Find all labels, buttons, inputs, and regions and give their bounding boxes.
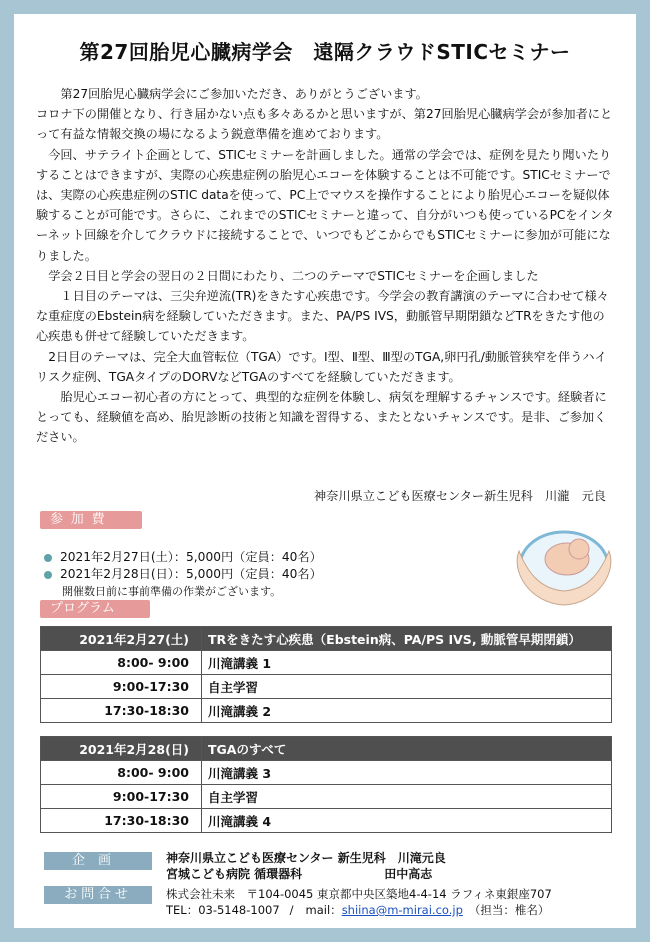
- program-label: プログラム: [40, 600, 150, 618]
- fee-note: 開催数日前に事前準備の作業がございます。: [62, 585, 282, 598]
- signature: 神奈川県立こども医療センター新生児科 川瀧 元良: [313, 489, 606, 503]
- table-row: 8:00- 9:00 川滝講義 3: [41, 761, 612, 785]
- table-header-row: [41, 737, 612, 761]
- planning-label: 企画: [44, 852, 152, 870]
- table-header-row: [41, 627, 612, 651]
- fee-label: 参加費: [40, 511, 142, 529]
- program-date: 2021年2月27(土): [41, 627, 202, 651]
- paragraph: 第27回胎児心臓病学会にご参加いただき、ありがとうございます。: [60, 87, 428, 101]
- table-row: 9:00-17:30 自主学習: [41, 675, 612, 699]
- paragraph: １日目のテーマは、三尖弁逆流(TR)をきたす心疾患です。今学会の教育講演のテーマに合わせて様々な重症度のEbstein病を経験していただきます。また、PA/PS IVS，動脈管早期閉鎖などTRをきたす他の心疾患も併せて経験していただきます。: [36, 289, 609, 344]
- program-theme: TRをきたす心疾患（Ebstein病、PA/PS IVS, 動脈管早期閉鎖）: [202, 627, 612, 651]
- intro-text: [36, 84, 616, 448]
- inquiry-info: 株式会社未来 〒104-0045 東京都中央区築地4-4-14 ラフィネ東銀座707 TEL：03-5148-1007 / mail：shiina@m-mirai.co.jp （担当：椎名）: [166, 887, 552, 917]
- paragraph: コロナ下の開催となり、行き届かない点も多々あるかと思いますが、第27回胎児心臓病学会が参加者にとって有益な情報交換の場になるよう鋭意準備を進めております。: [36, 107, 613, 142]
- email-link[interactable]: shiina@m-mirai.co.jp: [341, 903, 463, 917]
- fee-item: 2021年2月27日(土）：5,000円（定員：40名）: [44, 549, 322, 566]
- page-title: 第27回胎児心臓病学会 遠隔クラウドSTICセミナー: [79, 40, 571, 64]
- paragraph: 胎児心エコー初心者の方にとって、典型的な症例を体験し、病気を理解するチャンスです。経験者にとっても、経験値を高め、胎児診断の技術と知識を習得する、またとないチャンスです。是非、ご参加ください。: [36, 390, 607, 445]
- table-row: 8:00- 9:00 川滝講義 1: [41, 651, 612, 675]
- planning-info: 神奈川県立こども医療センター 新生児科 川滝元良 宮城こども病院 循環器科 田中高志: [166, 851, 446, 881]
- bullet-icon: [44, 554, 52, 562]
- program-date: 2021年2月28(日): [41, 737, 202, 761]
- fee-item: 2021年2月28日(日）：5,000円（定員：40名）: [44, 566, 322, 583]
- inquiry-label: お問合せ: [44, 886, 152, 904]
- flyer-page: [14, 14, 636, 928]
- fee-list: [44, 549, 322, 600]
- program-table-day2: [40, 736, 612, 833]
- program-table-day1: [40, 626, 612, 723]
- table-row: 17:30-18:30 川滝講義 2: [41, 699, 612, 723]
- hands-holding-baby-illustration: [509, 511, 619, 609]
- paragraph: 学会２日目と学会の翌日の２日間にわたり、二つのテーマでSTICセミナーを企画しました: [48, 268, 539, 283]
- bullet-icon: [44, 571, 52, 579]
- table-row: 17:30-18:30 川滝講義 4: [41, 809, 612, 833]
- table-row: 9:00-17:30 自主学習: [41, 785, 612, 809]
- program-theme: TGAのすべて: [202, 737, 612, 761]
- paragraph: 今回、サテライト企画として、STICセミナーを計画しました。通常の学会では、症例を見たり聞いたりすることはできますが、実際の心疾患症例の胎児心エコーを体験することは不可能です。STICセミナーでは、実際の心疾患症例のSTIC dataを使って、PC上でマウスを操作することにより胎児心エコーを疑似体験することが可能です。さらに、これまでのSTICセミナーと違って、自分がいつも使っているPCをインターネット回線を介してクラウドに接続することで、いつでもどこからでもSTICセミナーに参加が可能になりました。: [36, 147, 614, 263]
- paragraph: 2日目のテーマは、完全大血管転位（TGA）です。Ⅰ型、Ⅱ型、Ⅲ型のTGA,卵円孔/動脈管狭窄を伴うハイリスク症例、TGAタイプのDORVなどTGAのすべてを経験していただきます。: [36, 349, 607, 384]
